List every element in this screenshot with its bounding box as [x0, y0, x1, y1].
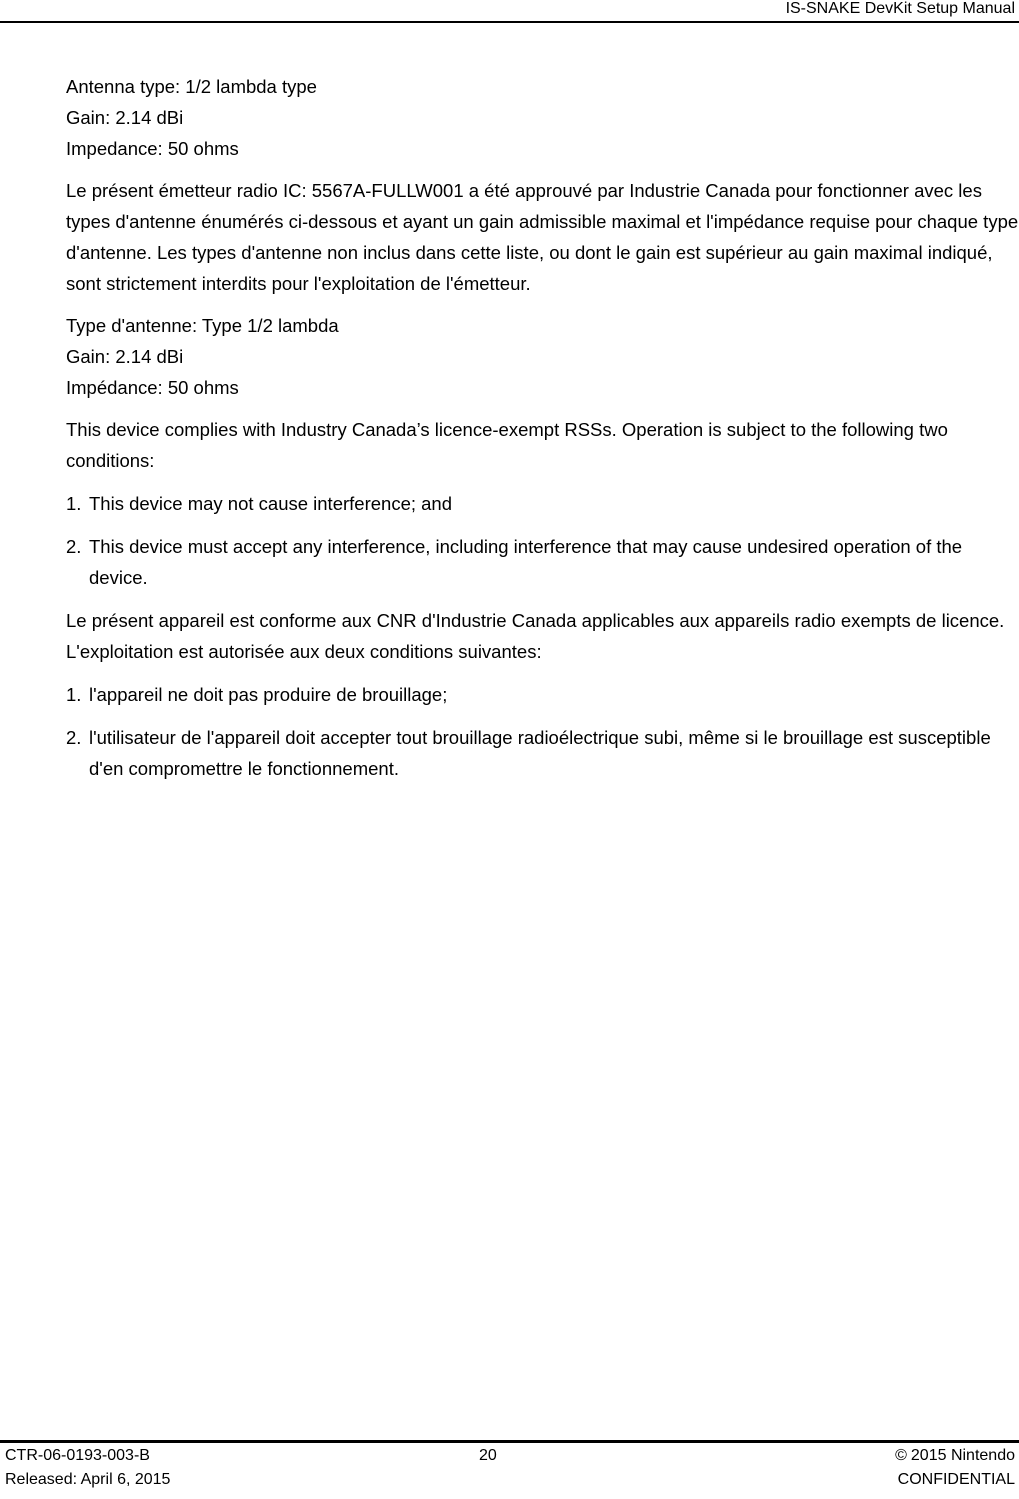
spec-type-antenne: Type d'antenne: Type 1/2 lambda	[66, 315, 339, 336]
condition-number: 2.	[66, 536, 82, 557]
footer-row-bottom	[0, 1469, 1019, 1491]
condition-text: l'utilisateur de l'appareil doit accepter tout brouillage radioélectrique subi, même si le brouillage est susceptible d'en compromettre le fonctionnement.	[89, 727, 991, 779]
spec-gain: Gain: 2.14 dBi	[66, 107, 184, 128]
spec-impedance: Impedance: 50 ohms	[66, 138, 239, 159]
confidential-label: CONFIDENTIAL	[897, 1471, 1015, 1488]
french-condition-item	[66, 679, 1019, 710]
english-antenna-specs	[66, 71, 1019, 164]
spec-antenna-type: Antenna type: 1/2 lambda type	[66, 76, 317, 97]
spec-gain-fr: Gain: 2.14 dBi	[66, 346, 184, 367]
english-condition-item	[66, 488, 1019, 519]
french-antenna-specs	[66, 310, 1019, 403]
condition-number: 1.	[66, 684, 82, 705]
condition-text: This device may not cause interference; and	[89, 493, 452, 514]
english-condition-item	[66, 531, 1019, 593]
page-footer	[0, 1440, 1019, 1499]
condition-number: 1.	[66, 493, 82, 514]
page-header	[0, 0, 1019, 23]
french-condition-item	[66, 722, 1019, 784]
page-body	[66, 71, 1019, 784]
copyright-notice	[895, 1447, 1015, 1465]
french-notice-paragraph: Le présent émetteur radio IC: 5567A-FULLW001 a été approuvé par Industrie Canada pour fonctionner avec les types d'antenne énumérés ci-dessous et ayant un gain admissible maximal et l'impédance requise pour chaque type d'antenne. Les types d'antenne non inclus dans cette liste, ou dont le gain est supérieur au gain maximal indiqué, sont strictement interdits pour l'exploitation de l'émetteur.	[66, 180, 1019, 294]
header-title: IS-SNAKE DevKit Setup Manual	[785, 0, 1015, 17]
release-date: Released: April 6, 2015	[5, 1471, 171, 1488]
footer-row-top	[0, 1445, 1019, 1467]
condition-text: This device must accept any interference, including interference that may cause undesired operation of the device.	[89, 536, 963, 588]
copyright-text: 2015 Nintendo	[910, 1447, 1015, 1464]
condition-text: l'appareil ne doit pas produire de brouillage;	[89, 684, 448, 705]
document-id: CTR-06-0193-003-B	[5, 1447, 150, 1464]
condition-number: 2.	[66, 727, 82, 748]
english-compliance-paragraph: This device complies with Industry Canada’s licence-exempt RSSs. Operation is subject to the following two conditions:	[66, 419, 948, 471]
page-number: 20	[479, 1447, 497, 1464]
copyright-icon: ©	[895, 1447, 907, 1464]
french-compliance-paragraph: Le présent appareil est conforme aux CNR d'Industrie Canada applicables aux appareils radio exempts de licence. L'exploitation est autorisée aux deux conditions suivantes:	[66, 610, 1005, 662]
spec-impedance-fr: Impédance: 50 ohms	[66, 377, 239, 398]
